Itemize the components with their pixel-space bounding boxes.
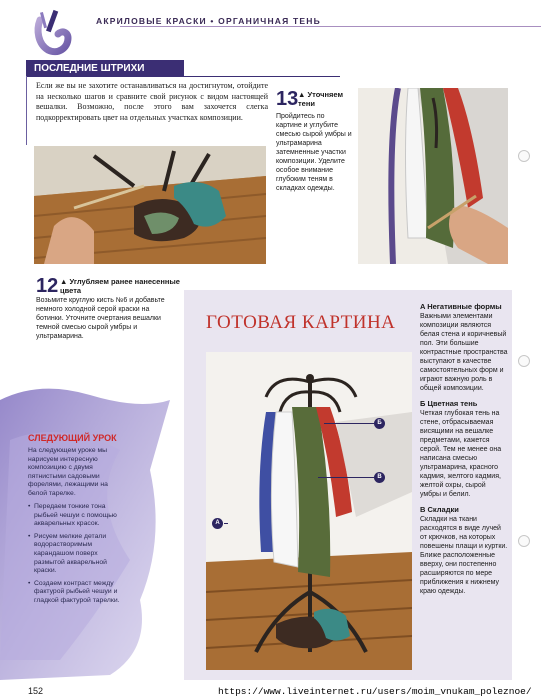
triangle-icon: ▲ <box>298 90 308 99</box>
note-v-text: Складки на ткани расходятся в виде лучей от крючков, на которых повешены плащи и куртки. Ближе расположенные вверху, они постепенно расширяются по мере приближения к нижнему краю одежды. <box>420 516 508 595</box>
intro-text: Если же вы не захотите останавливаться на достигнутом, отойдите на несколько шагов и сравните свой рисунок с видом настоящей вешалки. Возможно, после этого вам захочется слегка подкорректировать цвет на отдельных участках композиции. <box>36 81 268 122</box>
source-url[interactable]: https://www.liveinternet.ru/users/moim_vnukam_poleznoe/ <box>218 686 532 697</box>
next-lesson-item: • Передаем тонкие тона рыбьей чешуи с помощью акварельных красок. <box>28 503 128 529</box>
header-rule <box>120 26 541 27</box>
step-12-text: Возьмите круглую кисть №6 и добавьте немного холодной серой краски на ботинки. Уточните очертания вешалки темной смесью сырой умбры и ультрамарина. <box>36 297 165 340</box>
binder-hole <box>518 355 530 367</box>
step-13-title <box>298 90 353 108</box>
note-a-text: Важными элементами композиции являются белая стена и коричневый пол. Эти большие контрастные пространства выступают в качестве самостоятельных форм и играют важную роль в общей композиции. <box>420 313 508 392</box>
note-b-text: Четкая глубокая тень на стене, отбрасываемая висящими на вешалке предметами, кажется серой. Тем не менее она написана смесью ультрамарина, красного кадмия, желтого кадмия, желтой охры, сырой умбры и белил. <box>420 410 502 498</box>
note-a-heading: A Негативные формы <box>420 302 502 311</box>
note-b <box>420 399 508 499</box>
step-12-number: 12 <box>36 275 59 297</box>
header-title: АКРИЛОВЫЕ КРАСКИ • ОРГАНИЧНАЯ ТЕНЬ <box>96 16 321 26</box>
label-b-line <box>324 423 374 424</box>
final-title: ГОТОВАЯ КАРТИНА <box>206 312 396 333</box>
label-a-line <box>224 523 228 524</box>
next-lesson-list <box>28 503 128 610</box>
note-b-heading: Б Цветная тень <box>420 399 478 408</box>
section-title: ПОСЛЕДНИЕ ШТРИХИ <box>26 60 184 77</box>
brush-logo-icon <box>32 8 74 56</box>
step12-photo <box>34 146 266 264</box>
next-lesson-intro: На следующем уроке мы нарисуем интересную композицию с двумя пятнистыми садовыми форелями, лежащими на белой тарелке. <box>28 447 108 497</box>
triangle-icon: ▲ <box>60 277 70 286</box>
label-v-line <box>318 477 374 478</box>
final-notes <box>420 302 508 602</box>
step-12-title-text: Углубляем ранее нанесенные цвета <box>60 277 180 295</box>
page-number: 152 <box>28 686 44 696</box>
step-13-title-text: Уточняем тени <box>298 90 344 108</box>
step-13-number: 13 <box>276 88 299 110</box>
step-12-title <box>60 277 180 295</box>
next-lesson-item: • Создаем контраст между фактурой рыбьей чешуи и гладкой фактурой тарелки. <box>28 580 128 606</box>
label-b-marker: Б <box>374 418 385 429</box>
binder-hole <box>518 535 530 547</box>
note-v <box>420 505 508 596</box>
note-a <box>420 302 508 393</box>
step-13-text: Пройдитесь по картине и углубите смесью сырой умбры и ультрамарина затемненные участки композиции. Уделите особое внимание глубоким теням в складках одежды. <box>276 113 352 192</box>
note-v-heading: В Складки <box>420 505 459 514</box>
label-v-marker: В <box>374 472 385 483</box>
binder-hole <box>518 150 530 162</box>
label-a-marker: A <box>212 518 223 529</box>
next-lesson-item: • Рисуем мелкие детали водорастворимым карандашом поверх размытой акварельной краски. <box>28 533 128 576</box>
final-painting <box>206 352 412 670</box>
next-lesson-title: СЛЕДУЮЩИЙ УРОК <box>28 433 117 443</box>
step13-photo <box>358 88 508 264</box>
